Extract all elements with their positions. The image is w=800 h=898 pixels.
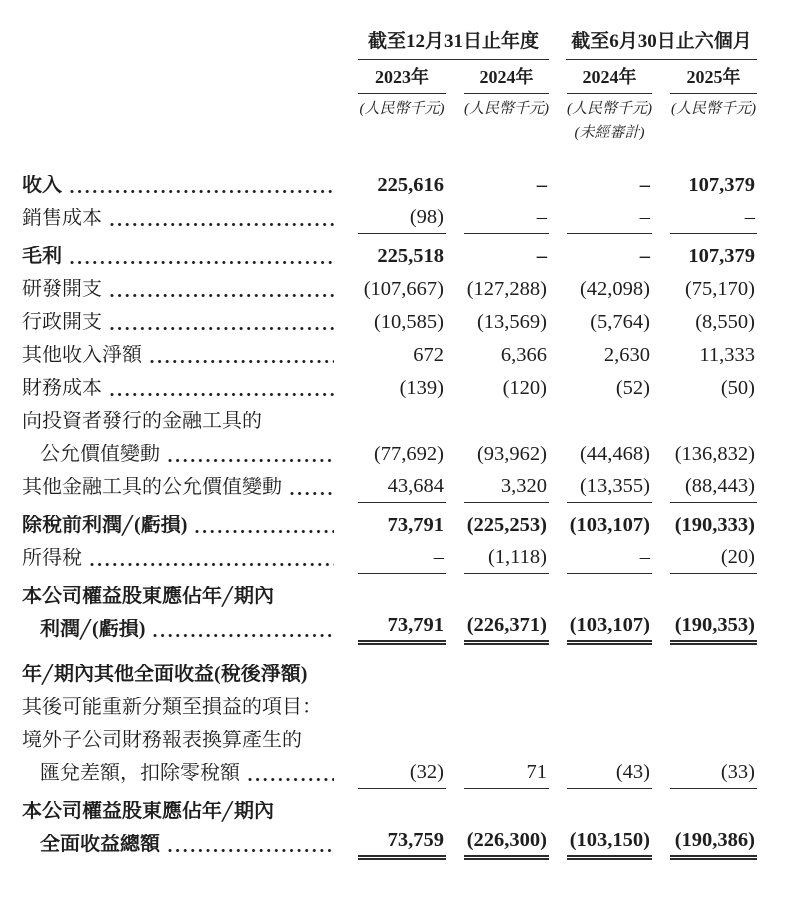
row-label: 境外子公司財務報表換算產生的 (22, 730, 302, 752)
cell-value: (1,118) (464, 547, 549, 574)
value-cell-2023 (340, 476, 446, 503)
value-cell-2024-interim (549, 444, 652, 470)
value-cell-2025-interim (652, 830, 757, 860)
dotted-leader (110, 326, 334, 331)
dotted-leader (110, 293, 334, 298)
value-cell-2023 (340, 685, 446, 690)
row-label-cell (22, 444, 340, 469)
value-cell-2023 (340, 175, 446, 201)
table-row (22, 470, 757, 503)
cell-value (358, 432, 446, 437)
table-body (22, 168, 757, 860)
cell-value: (20) (670, 547, 757, 574)
value-cell-2023 (340, 432, 446, 437)
row-label-cell (22, 834, 340, 859)
cell-value: (10,585) (373, 311, 444, 334)
cell-value: – (639, 174, 650, 197)
value-cell-2023 (340, 830, 446, 860)
value-cell-2025-interim (652, 432, 757, 437)
value-cell-2025-interim (652, 822, 757, 827)
header-group-interim (549, 32, 757, 60)
cell-value: 43,684 (358, 476, 446, 503)
column-unaudited-note: (未經審計) (574, 124, 645, 141)
row-label: 本公司權益股東應佔年╱期內 (22, 586, 275, 608)
cell-value: (98) (358, 207, 446, 234)
cell-value: 672 (413, 344, 444, 367)
table-row (22, 201, 757, 234)
dotted-leader (70, 260, 334, 265)
value-cell-2024 (446, 822, 549, 827)
cell-value: – (639, 245, 650, 268)
value-cell-2024 (446, 432, 549, 437)
cell-value: – (358, 547, 446, 574)
row-label-cell (22, 411, 340, 436)
header-column (652, 60, 757, 118)
value-cell-2025-interim (652, 751, 757, 756)
cell-value: (103,107) (567, 615, 652, 645)
dotted-leader (248, 777, 334, 782)
value-cell-2024 (446, 207, 549, 234)
cell-value (464, 718, 549, 723)
value-cell-2025-interim (652, 762, 757, 789)
dotted-leader (290, 491, 334, 496)
value-cell-2024 (446, 762, 549, 789)
table-row (22, 239, 757, 272)
header-group-annual (340, 32, 549, 60)
cell-value: (120) (502, 377, 547, 400)
value-cell-2024 (446, 685, 549, 690)
cell-value (567, 607, 652, 612)
cell-value (670, 432, 757, 437)
value-cell-2024 (446, 378, 549, 404)
value-cell-2025-interim (652, 175, 757, 201)
row-label: 本公司權益股東應佔年╱期內 (22, 801, 275, 823)
row-label-cell (22, 208, 340, 233)
value-cell-2025-interim (652, 312, 757, 338)
value-cell-2024-interim (549, 476, 652, 503)
value-cell-2025-interim (652, 718, 757, 723)
table-header-columns (22, 60, 757, 142)
cell-value: (5,764) (590, 311, 650, 334)
cell-value (464, 607, 549, 612)
value-cell-2025-interim (652, 345, 757, 371)
header-column (549, 60, 652, 142)
cell-value: (93,962) (476, 443, 547, 466)
value-cell-2024 (446, 246, 549, 272)
cell-value (464, 822, 549, 827)
table-row (22, 508, 757, 541)
row-label-cell (22, 279, 340, 304)
row-label: 向投資者發行的金融工具的 (22, 411, 262, 433)
table-row (22, 168, 757, 201)
row-label: 匯兌差額，扣除零稅額 (40, 763, 240, 785)
value-cell-2024 (446, 615, 549, 645)
value-cell-2023 (340, 378, 446, 404)
cell-value: (50) (720, 377, 755, 400)
financial-table (22, 32, 757, 860)
value-cell-2024-interim (549, 207, 652, 234)
row-label: 研發開支 (22, 279, 102, 301)
value-cell-2024-interim (549, 312, 652, 338)
row-label-cell (22, 586, 340, 611)
value-cell-2024 (446, 175, 549, 201)
row-label: 行政開支 (22, 312, 102, 334)
table-row (22, 723, 757, 756)
table-row (22, 827, 757, 860)
cell-value (358, 685, 446, 690)
cell-value: – (464, 207, 549, 234)
value-cell-2023 (340, 607, 446, 612)
value-cell-2023 (340, 279, 446, 305)
value-cell-2024 (446, 547, 549, 574)
value-cell-2024-interim (549, 175, 652, 201)
cell-value (670, 751, 757, 756)
cell-value: (88,443) (670, 476, 757, 503)
header-group-label: 截至6月30日止六個月 (566, 32, 757, 60)
table-row (22, 794, 757, 827)
column-year-label: 2024年 (464, 60, 549, 94)
value-cell-2025-interim (652, 246, 757, 272)
row-label-cell (22, 763, 340, 788)
cell-value (567, 718, 652, 723)
value-cell-2024 (446, 345, 549, 371)
cell-value: (103,107) (569, 514, 650, 537)
cell-value: – (567, 207, 652, 234)
value-cell-2023 (340, 547, 446, 574)
dotted-leader (195, 529, 334, 534)
value-cell-2024 (446, 476, 549, 503)
value-cell-2025-interim (652, 378, 757, 404)
cell-value: 3,320 (464, 476, 549, 503)
value-cell-2025-interim (652, 444, 757, 470)
cell-value: (103,150) (567, 830, 652, 860)
value-cell-2024 (446, 751, 549, 756)
value-cell-2023 (340, 822, 446, 827)
cell-value: 6,366 (500, 344, 547, 367)
cell-value: (43) (567, 762, 652, 789)
column-currency-unit: (人民幣千元) (359, 100, 445, 117)
header-group-label: 截至12月31日止年度 (358, 32, 549, 60)
table-row (22, 305, 757, 338)
table-header-groups (22, 32, 757, 60)
cell-value (567, 822, 652, 827)
value-cell-2025-interim (652, 685, 757, 690)
value-cell-2024-interim (549, 515, 652, 541)
value-cell-2023 (340, 207, 446, 234)
value-cell-2024-interim (549, 822, 652, 827)
cell-value: (13,569) (476, 311, 547, 334)
cell-value: (107,667) (363, 278, 444, 301)
row-label-cell (22, 345, 340, 370)
header-column-inner (567, 60, 652, 142)
table-row (22, 404, 757, 437)
cell-value: (42,098) (579, 278, 650, 301)
cell-value: (225,253) (466, 514, 547, 537)
value-cell-2024-interim (549, 246, 652, 272)
cell-value: – (536, 245, 547, 268)
cell-value (358, 822, 446, 827)
value-cell-2024-interim (549, 279, 652, 305)
cell-value: (52) (615, 377, 650, 400)
row-label-cell (22, 619, 340, 644)
value-cell-2024-interim (549, 615, 652, 645)
header-column (340, 60, 446, 118)
header-column-inner (358, 60, 446, 118)
dotted-leader (153, 633, 334, 638)
table-row (22, 541, 757, 574)
row-label-cell (22, 548, 340, 573)
value-cell-2023 (340, 718, 446, 723)
cell-value: – (670, 207, 757, 234)
row-label: 其他收入淨額 (22, 345, 142, 367)
row-label-cell (22, 730, 340, 755)
cell-value (464, 751, 549, 756)
row-label-cell (22, 378, 340, 403)
cell-value: (8,550) (695, 311, 755, 334)
value-cell-2024-interim (549, 751, 652, 756)
value-cell-2024 (446, 515, 549, 541)
row-label-cell (22, 801, 340, 826)
column-year-label: 2025年 (670, 60, 757, 94)
cell-value: (77,692) (373, 443, 444, 466)
table-row (22, 371, 757, 404)
row-label-cell (22, 515, 340, 540)
cell-value (670, 718, 757, 723)
column-currency-unit: (人民幣千元) (671, 100, 756, 117)
row-label-cell (22, 246, 340, 271)
table-row (22, 756, 757, 789)
header-column-inner (464, 60, 549, 118)
column-currency-unit: (人民幣千元) (567, 100, 652, 117)
cell-value: 225,616 (377, 174, 444, 197)
table-row (22, 657, 757, 690)
header-column (446, 60, 549, 118)
value-cell-2024 (446, 279, 549, 305)
cell-value: – (536, 174, 547, 197)
cell-value: 2,630 (603, 344, 650, 367)
table-row (22, 612, 757, 645)
cell-value (358, 607, 446, 612)
value-cell-2024 (446, 718, 549, 723)
column-currency-unit: (人民幣千元) (464, 100, 549, 117)
value-cell-2023 (340, 444, 446, 470)
value-cell-2023 (340, 751, 446, 756)
cell-value (464, 685, 549, 690)
cell-value (358, 718, 446, 723)
table-row (22, 338, 757, 371)
value-cell-2023 (340, 312, 446, 338)
table-row (22, 437, 757, 470)
header-column-inner (670, 60, 757, 118)
cell-value: 73,791 (387, 514, 444, 537)
cell-value: (44,468) (579, 443, 650, 466)
cell-value: 107,379 (688, 174, 755, 197)
value-cell-2024 (446, 444, 549, 470)
cell-value: 225,518 (377, 245, 444, 268)
value-cell-2023 (340, 246, 446, 272)
value-cell-2024-interim (549, 345, 652, 371)
row-label: 其他金融工具的公允價值變動 (22, 477, 282, 499)
row-label-cell (22, 175, 340, 200)
cell-value: 107,379 (688, 245, 755, 268)
cell-value (567, 751, 652, 756)
value-cell-2023 (340, 345, 446, 371)
cell-value: (136,832) (674, 443, 755, 466)
value-cell-2024-interim (549, 607, 652, 612)
table-row (22, 690, 757, 723)
value-cell-2024 (446, 830, 549, 860)
value-cell-2024-interim (549, 432, 652, 437)
row-label: 全面收益總額 (40, 834, 160, 856)
row-label-cell (22, 697, 340, 722)
cell-value (358, 751, 446, 756)
cell-value (567, 685, 652, 690)
row-label: 收入 (22, 175, 62, 197)
value-cell-2023 (340, 515, 446, 541)
cell-value: (190,386) (670, 830, 757, 860)
row-label: 公允價值變動 (40, 444, 160, 466)
cell-value (567, 432, 652, 437)
cell-value: (139) (399, 377, 444, 400)
column-year-label: 2024年 (567, 60, 652, 94)
cell-value (670, 685, 757, 690)
value-cell-2024-interim (549, 830, 652, 860)
row-label: 所得稅 (22, 548, 82, 570)
cell-value: (226,371) (464, 615, 549, 645)
row-label-cell (22, 664, 340, 689)
cell-value: (226,300) (464, 830, 549, 860)
row-label: 財務成本 (22, 378, 102, 400)
value-cell-2025-interim (652, 279, 757, 305)
cell-value: – (567, 547, 652, 574)
cell-value: (190,353) (670, 615, 757, 645)
value-cell-2023 (340, 615, 446, 645)
cell-value: 11,333 (699, 344, 755, 367)
cell-value: (75,170) (684, 278, 755, 301)
cell-value (670, 607, 757, 612)
row-label: 年╱期內其他全面收益(稅後淨額) (22, 664, 308, 686)
row-label: 銷售成本 (22, 208, 102, 230)
row-label: 其後可能重新分類至損益的項目： (22, 697, 322, 719)
value-cell-2025-interim (652, 207, 757, 234)
cell-value (464, 432, 549, 437)
dotted-leader (110, 392, 334, 397)
cell-value: (190,333) (674, 514, 755, 537)
value-cell-2024-interim (549, 685, 652, 690)
cell-value: (32) (358, 762, 446, 789)
value-cell-2025-interim (652, 476, 757, 503)
value-cell-2024-interim (549, 762, 652, 789)
value-cell-2025-interim (652, 607, 757, 612)
dotted-leader (70, 189, 334, 194)
value-cell-2024 (446, 312, 549, 338)
table-row (22, 579, 757, 612)
dotted-leader (110, 222, 334, 227)
dotted-leader (168, 458, 334, 463)
column-year-label: 2023年 (358, 60, 446, 94)
value-cell-2024-interim (549, 718, 652, 723)
cell-value: 73,791 (358, 615, 446, 645)
dotted-leader (90, 562, 334, 567)
value-cell-2025-interim (652, 515, 757, 541)
cell-value: (13,355) (567, 476, 652, 503)
value-cell-2023 (340, 762, 446, 789)
cell-value: 71 (464, 762, 549, 789)
cell-value: 73,759 (358, 830, 446, 860)
value-cell-2025-interim (652, 547, 757, 574)
value-cell-2024 (446, 607, 549, 612)
row-label: 除稅前利潤╱(虧損) (22, 515, 188, 537)
value-cell-2024-interim (549, 378, 652, 404)
cell-value (670, 822, 757, 827)
value-cell-2024-interim (549, 547, 652, 574)
dotted-leader (168, 848, 334, 853)
cell-value: (33) (670, 762, 757, 789)
row-label: 利潤╱(虧損) (40, 619, 146, 641)
row-label-cell (22, 477, 340, 502)
dotted-leader (150, 359, 334, 364)
table-row (22, 272, 757, 305)
cell-value: (127,288) (466, 278, 547, 301)
row-label-cell (22, 312, 340, 337)
value-cell-2025-interim (652, 615, 757, 645)
row-label: 毛利 (22, 246, 62, 268)
